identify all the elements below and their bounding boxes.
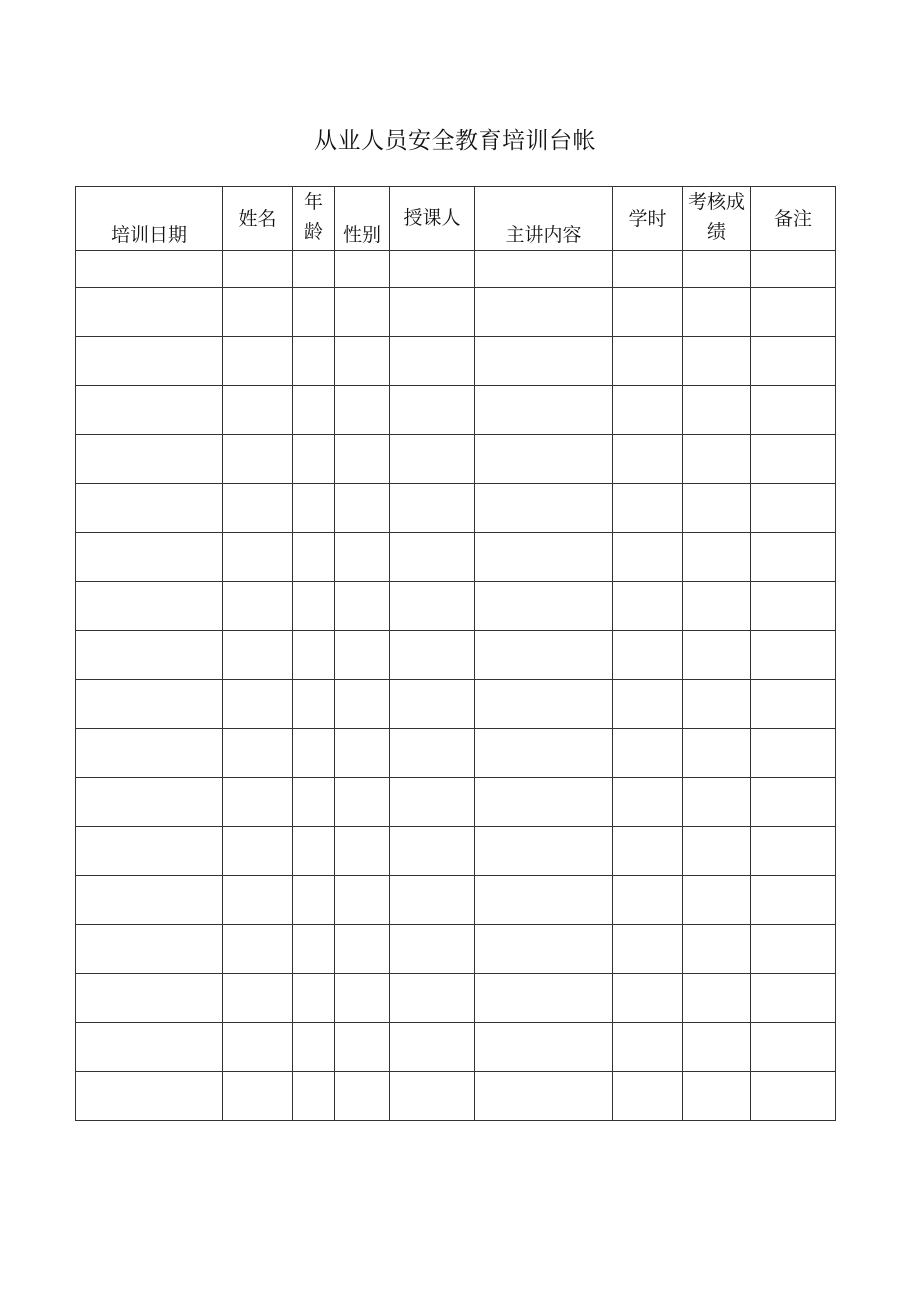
cell-training-date[interactable] <box>76 582 223 631</box>
header-remarks-label: 备注 <box>773 207 812 230</box>
header-score-line1: 考核成 <box>687 191 745 213</box>
cell-content[interactable] <box>475 827 613 876</box>
cell-name[interactable] <box>223 582 293 631</box>
cell-remarks[interactable] <box>751 1023 836 1072</box>
header-training-date <box>76 187 223 251</box>
table-row <box>76 435 836 484</box>
cell-content[interactable] <box>475 876 613 925</box>
ledger-body <box>76 251 836 1121</box>
table-row <box>76 337 836 386</box>
cell-score[interactable] <box>683 435 751 484</box>
cell-instructor[interactable] <box>390 778 475 827</box>
cell-name[interactable] <box>223 484 293 533</box>
cell-content[interactable] <box>475 533 613 582</box>
cell-gender[interactable] <box>335 974 390 1023</box>
training-ledger-table <box>75 186 836 1121</box>
cell-content[interactable] <box>475 251 613 288</box>
cell-training-date[interactable] <box>76 631 223 680</box>
cell-age[interactable] <box>293 729 335 778</box>
cell-remarks[interactable] <box>751 533 836 582</box>
cell-hours[interactable] <box>613 288 683 337</box>
cell-training-date[interactable] <box>76 1072 223 1121</box>
cell-score[interactable] <box>683 925 751 974</box>
cell-instructor[interactable] <box>390 251 475 288</box>
cell-remarks[interactable] <box>751 680 836 729</box>
cell-age[interactable] <box>293 337 335 386</box>
cell-gender[interactable] <box>335 386 390 435</box>
cell-training-date[interactable] <box>76 533 223 582</box>
cell-score[interactable] <box>683 1023 751 1072</box>
cell-instructor[interactable] <box>390 925 475 974</box>
cell-training-date[interactable] <box>76 974 223 1023</box>
cell-age[interactable] <box>293 435 335 484</box>
table-row <box>76 386 836 435</box>
cell-instructor[interactable] <box>390 729 475 778</box>
header-hours-label: 学时 <box>628 207 667 230</box>
cell-remarks[interactable] <box>751 729 836 778</box>
cell-instructor[interactable] <box>390 484 475 533</box>
cell-instructor[interactable] <box>390 974 475 1023</box>
cell-name[interactable] <box>223 1023 293 1072</box>
cell-score[interactable] <box>683 1072 751 1121</box>
cell-instructor[interactable] <box>390 288 475 337</box>
cell-hours[interactable] <box>613 251 683 288</box>
cell-name[interactable] <box>223 925 293 974</box>
table-row <box>76 925 836 974</box>
cell-instructor[interactable] <box>390 1072 475 1121</box>
cell-name[interactable] <box>223 680 293 729</box>
cell-age[interactable] <box>293 876 335 925</box>
header-row <box>76 187 836 251</box>
cell-instructor[interactable] <box>390 386 475 435</box>
cell-gender[interactable] <box>335 729 390 778</box>
cell-name[interactable] <box>223 631 293 680</box>
cell-gender[interactable] <box>335 337 390 386</box>
cell-instructor[interactable] <box>390 1023 475 1072</box>
cell-name[interactable] <box>223 435 293 484</box>
table-row <box>76 1023 836 1072</box>
cell-hours[interactable] <box>613 533 683 582</box>
cell-instructor[interactable] <box>390 582 475 631</box>
cell-remarks[interactable] <box>751 631 836 680</box>
header-score <box>683 187 751 251</box>
header-remarks <box>751 187 836 251</box>
cell-gender[interactable] <box>335 1023 390 1072</box>
table-row <box>76 876 836 925</box>
cell-name[interactable] <box>223 386 293 435</box>
cell-hours[interactable] <box>613 1072 683 1121</box>
cell-content[interactable] <box>475 974 613 1023</box>
cell-name[interactable] <box>223 1072 293 1121</box>
cell-instructor[interactable] <box>390 337 475 386</box>
cell-hours[interactable] <box>613 484 683 533</box>
cell-name[interactable] <box>223 533 293 582</box>
table-row <box>76 251 836 288</box>
cell-remarks[interactable] <box>751 778 836 827</box>
cell-age[interactable] <box>293 533 335 582</box>
header-age-line2: 龄 <box>303 221 323 243</box>
cell-training-date[interactable] <box>76 435 223 484</box>
cell-hours[interactable] <box>613 435 683 484</box>
header-score-line2: 绩 <box>706 221 726 243</box>
cell-content[interactable] <box>475 288 613 337</box>
cell-age[interactable] <box>293 778 335 827</box>
table-row <box>76 729 836 778</box>
cell-instructor[interactable] <box>390 827 475 876</box>
cell-training-date[interactable] <box>76 251 223 288</box>
cell-name[interactable] <box>223 288 293 337</box>
cell-gender[interactable] <box>335 435 390 484</box>
header-name <box>223 187 293 251</box>
cell-remarks[interactable] <box>751 288 836 337</box>
cell-training-date[interactable] <box>76 729 223 778</box>
cell-hours[interactable] <box>613 974 683 1023</box>
cell-content[interactable] <box>475 631 613 680</box>
cell-score[interactable] <box>683 337 751 386</box>
cell-age[interactable] <box>293 582 335 631</box>
cell-hours[interactable] <box>613 876 683 925</box>
cell-name[interactable] <box>223 974 293 1023</box>
cell-gender[interactable] <box>335 778 390 827</box>
cell-age[interactable] <box>293 925 335 974</box>
cell-score[interactable] <box>683 876 751 925</box>
cell-content[interactable] <box>475 582 613 631</box>
cell-age[interactable] <box>293 827 335 876</box>
cell-age[interactable] <box>293 680 335 729</box>
cell-training-date[interactable] <box>76 1023 223 1072</box>
header-training-date-label: 培训日期 <box>110 224 187 246</box>
cell-name[interactable] <box>223 827 293 876</box>
cell-remarks[interactable] <box>751 582 836 631</box>
cell-score[interactable] <box>683 582 751 631</box>
table-row <box>76 1072 836 1121</box>
header-name-label: 姓名 <box>238 207 277 230</box>
table-row <box>76 827 836 876</box>
header-age-line1: 年 <box>303 191 323 213</box>
cell-content[interactable] <box>475 778 613 827</box>
cell-remarks[interactable] <box>751 435 836 484</box>
cell-remarks[interactable] <box>751 876 836 925</box>
cell-remarks[interactable] <box>751 925 836 974</box>
cell-score[interactable] <box>683 533 751 582</box>
cell-hours[interactable] <box>613 1023 683 1072</box>
cell-score[interactable] <box>683 827 751 876</box>
cell-content[interactable] <box>475 435 613 484</box>
cell-age[interactable] <box>293 386 335 435</box>
cell-hours[interactable] <box>613 582 683 631</box>
table-row <box>76 974 836 1023</box>
cell-score[interactable] <box>683 974 751 1023</box>
cell-remarks[interactable] <box>751 484 836 533</box>
cell-instructor[interactable] <box>390 435 475 484</box>
cell-gender[interactable] <box>335 582 390 631</box>
header-content <box>475 187 613 251</box>
cell-score[interactable] <box>683 631 751 680</box>
cell-score[interactable] <box>683 778 751 827</box>
cell-content[interactable] <box>475 1072 613 1121</box>
header-instructor-label: 授课人 <box>403 207 461 229</box>
cell-score[interactable] <box>683 729 751 778</box>
cell-gender[interactable] <box>335 288 390 337</box>
cell-age[interactable] <box>293 1023 335 1072</box>
cell-name[interactable] <box>223 876 293 925</box>
cell-hours[interactable] <box>613 778 683 827</box>
cell-remarks[interactable] <box>751 337 836 386</box>
table-row <box>76 680 836 729</box>
cell-instructor[interactable] <box>390 680 475 729</box>
cell-training-date[interactable] <box>76 680 223 729</box>
table-row <box>76 778 836 827</box>
cell-hours[interactable] <box>613 827 683 876</box>
cell-hours[interactable] <box>613 386 683 435</box>
cell-training-date[interactable] <box>76 484 223 533</box>
cell-gender[interactable] <box>335 533 390 582</box>
cell-gender[interactable] <box>335 925 390 974</box>
cell-content[interactable] <box>475 1023 613 1072</box>
table-row <box>76 631 836 680</box>
table-row <box>76 582 836 631</box>
cell-hours[interactable] <box>613 631 683 680</box>
cell-training-date[interactable] <box>76 288 223 337</box>
cell-gender[interactable] <box>335 484 390 533</box>
header-gender <box>335 187 390 251</box>
cell-name[interactable] <box>223 778 293 827</box>
table-row <box>76 533 836 582</box>
cell-content[interactable] <box>475 680 613 729</box>
cell-instructor[interactable] <box>390 533 475 582</box>
cell-age[interactable] <box>293 631 335 680</box>
cell-content[interactable] <box>475 484 613 533</box>
cell-age[interactable] <box>293 484 335 533</box>
cell-hours[interactable] <box>613 729 683 778</box>
cell-name[interactable] <box>223 251 293 288</box>
cell-remarks[interactable] <box>751 827 836 876</box>
table-row <box>76 288 836 337</box>
cell-gender[interactable] <box>335 827 390 876</box>
cell-training-date[interactable] <box>76 778 223 827</box>
table-row <box>76 484 836 533</box>
cell-age[interactable] <box>293 251 335 288</box>
cell-hours[interactable] <box>613 680 683 729</box>
cell-age[interactable] <box>293 974 335 1023</box>
cell-instructor[interactable] <box>390 631 475 680</box>
cell-score[interactable] <box>683 251 751 288</box>
cell-remarks[interactable] <box>751 1072 836 1121</box>
cell-training-date[interactable] <box>76 386 223 435</box>
cell-score[interactable] <box>683 484 751 533</box>
cell-training-date[interactable] <box>76 827 223 876</box>
cell-content[interactable] <box>475 925 613 974</box>
cell-training-date[interactable] <box>76 925 223 974</box>
cell-gender[interactable] <box>335 631 390 680</box>
cell-hours[interactable] <box>613 337 683 386</box>
cell-content[interactable] <box>475 337 613 386</box>
cell-score[interactable] <box>683 288 751 337</box>
cell-gender[interactable] <box>335 251 390 288</box>
header-instructor <box>390 187 475 251</box>
cell-name[interactable] <box>223 729 293 778</box>
cell-age[interactable] <box>293 288 335 337</box>
cell-remarks[interactable] <box>751 251 836 288</box>
cell-name[interactable] <box>223 337 293 386</box>
cell-score[interactable] <box>683 680 751 729</box>
cell-age[interactable] <box>293 1072 335 1121</box>
cell-training-date[interactable] <box>76 876 223 925</box>
cell-content[interactable] <box>475 386 613 435</box>
header-age <box>293 187 335 251</box>
cell-hours[interactable] <box>613 925 683 974</box>
cell-instructor[interactable] <box>390 876 475 925</box>
cell-gender[interactable] <box>335 1072 390 1121</box>
cell-remarks[interactable] <box>751 974 836 1023</box>
cell-remarks[interactable] <box>751 386 836 435</box>
document-title: 从业人员安全教育培训台帐 <box>314 128 596 154</box>
header-content-label: 主讲内容 <box>505 224 582 246</box>
cell-content[interactable] <box>475 729 613 778</box>
cell-gender[interactable] <box>335 876 390 925</box>
cell-score[interactable] <box>683 386 751 435</box>
header-hours <box>613 187 683 251</box>
cell-gender[interactable] <box>335 680 390 729</box>
cell-training-date[interactable] <box>76 337 223 386</box>
header-gender-label: 性别 <box>342 224 381 246</box>
